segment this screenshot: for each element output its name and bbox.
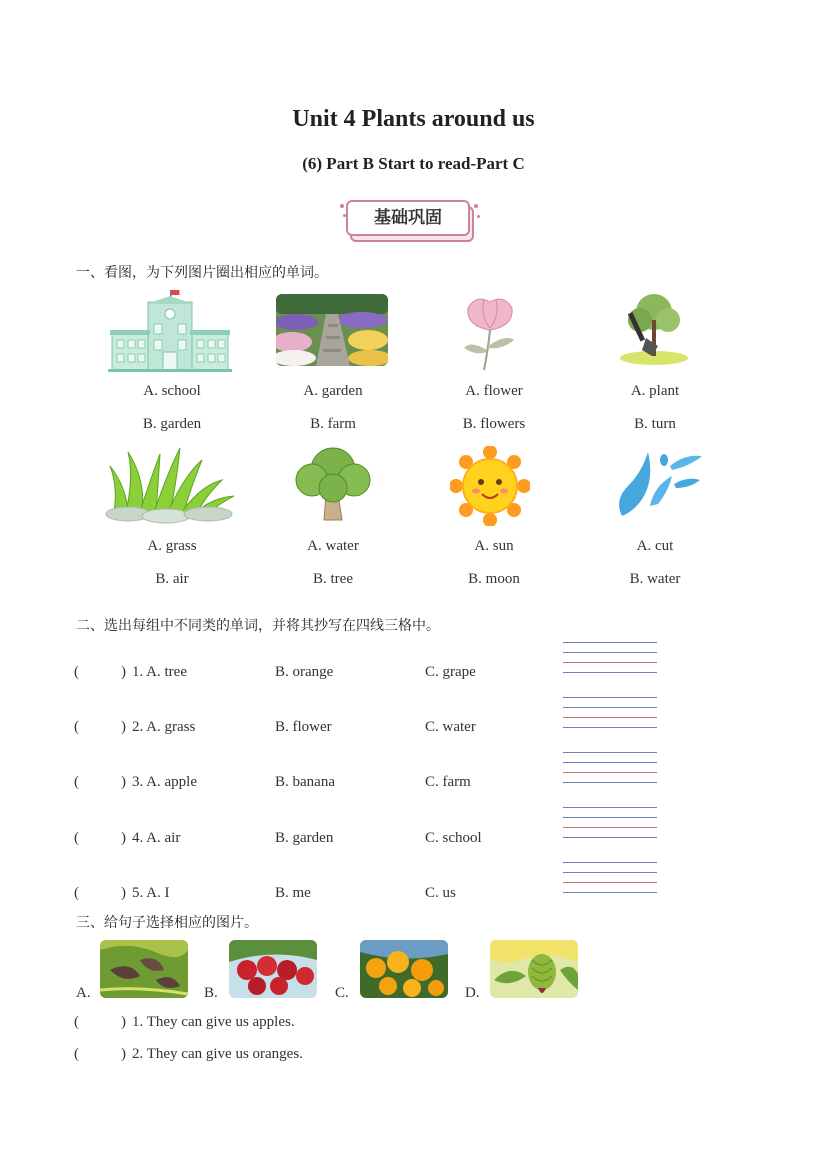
tree-icon <box>292 444 374 524</box>
writing-lines-1[interactable] <box>563 642 657 682</box>
flower-icon <box>458 290 522 372</box>
oranges-photo-icon <box>360 940 448 998</box>
picture-letter-b: B. <box>204 985 218 1001</box>
page-subtitle: (6) Part B Start to read-Part C <box>302 154 525 173</box>
answer-paren-open[interactable]: ( <box>74 664 79 680</box>
question-option-a: 3. A. apple <box>132 774 197 790</box>
option-row1-col3-a[interactable]: A. flower <box>465 383 523 399</box>
question-option-b: B. flower <box>275 719 332 735</box>
answer-paren-open[interactable]: ( <box>74 774 79 790</box>
section1-heading: 一、看图，为下列图片圈出相应的单词。 <box>76 265 328 281</box>
option-row1-col2-b[interactable]: B. farm <box>310 416 356 432</box>
question-option-b: B. me <box>275 885 311 901</box>
sun-icon <box>450 446 530 526</box>
picture-letter-d: D. <box>465 985 480 1001</box>
option-row2-col1-b[interactable]: B. air <box>155 571 189 587</box>
question-option-b: B. garden <box>275 830 334 846</box>
question-option-b: B. banana <box>275 774 335 790</box>
writing-lines-3[interactable] <box>563 752 657 792</box>
answer-paren-close: ) <box>121 830 126 846</box>
badge-label: 基础巩固 <box>346 200 470 236</box>
section2-heading: 二、选出每组中不同类的单词，并将其抄写在四线三格中。 <box>76 618 440 634</box>
grass-icon <box>104 446 238 524</box>
option-row1-col1-a[interactable]: A. school <box>143 383 201 399</box>
section-badge <box>346 200 476 240</box>
question-option-a: 5. A. I <box>132 885 170 901</box>
answer-paren-close: ) <box>121 774 126 790</box>
option-row2-col1-a[interactable]: A. grass <box>147 538 197 554</box>
question-option-a: 1. A. tree <box>132 664 187 680</box>
answer-paren-close: ) <box>121 719 126 735</box>
picture-letter-a: A. <box>76 985 91 1001</box>
option-row2-col2-b[interactable]: B. tree <box>313 571 353 587</box>
school-building-icon <box>108 290 232 372</box>
option-row1-col4-a[interactable]: A. plant <box>630 383 680 399</box>
question-option-c: C. farm <box>425 774 471 790</box>
answer-paren-open[interactable]: ( <box>74 1046 79 1062</box>
answer-paren-open[interactable]: ( <box>74 719 79 735</box>
page-title: Unit 4 Plants around us <box>292 106 535 132</box>
picture-letter-c: C. <box>335 985 349 1001</box>
sentence-text: 1. They can give us apples. <box>132 1014 295 1030</box>
option-row1-col1-b[interactable]: B. garden <box>142 416 202 432</box>
option-row2-col3-a[interactable]: A. sun <box>474 538 514 554</box>
question-option-c: C. water <box>425 719 476 735</box>
question-option-c: C. school <box>425 830 482 846</box>
option-row1-col3-b[interactable]: B. flowers <box>462 416 526 432</box>
sentence-text: 2. They can give us oranges. <box>132 1046 303 1062</box>
apples-photo-icon <box>229 940 317 998</box>
answer-paren-close: ) <box>121 1014 126 1030</box>
option-row2-col4-a[interactable]: A. cut <box>636 538 674 554</box>
bananas-photo-icon <box>490 940 578 998</box>
option-row2-col4-b[interactable]: B. water <box>629 571 681 587</box>
water-splash-icon <box>614 446 704 522</box>
question-option-c: C. grape <box>425 664 476 680</box>
answer-paren-open[interactable]: ( <box>74 830 79 846</box>
option-row1-col2-a[interactable]: A. garden <box>303 383 363 399</box>
plant-shovel-icon <box>618 290 690 366</box>
option-row2-col2-a[interactable]: A. water <box>307 538 359 554</box>
answer-paren-close: ) <box>121 664 126 680</box>
question-option-c: C. us <box>425 885 456 901</box>
question-option-a: 2. A. grass <box>132 719 196 735</box>
writing-lines-2[interactable] <box>563 697 657 737</box>
section3-heading: 三、给句子选择相应的图片。 <box>76 915 258 931</box>
question-option-b: B. orange <box>275 664 334 680</box>
question-option-a: 4. A. air <box>132 830 181 846</box>
writing-lines-4[interactable] <box>563 807 657 847</box>
writing-lines-5[interactable] <box>563 862 657 902</box>
answer-paren-open[interactable]: ( <box>74 1014 79 1030</box>
answer-paren-open[interactable]: ( <box>74 885 79 901</box>
option-row2-col3-b[interactable]: B. moon <box>468 571 520 587</box>
answer-paren-close: ) <box>121 1046 126 1062</box>
garden-photo-icon <box>276 294 388 366</box>
answer-paren-close: ) <box>121 885 126 901</box>
leaves-photo-icon <box>100 940 188 998</box>
option-row1-col4-b[interactable]: B. turn <box>634 416 676 432</box>
